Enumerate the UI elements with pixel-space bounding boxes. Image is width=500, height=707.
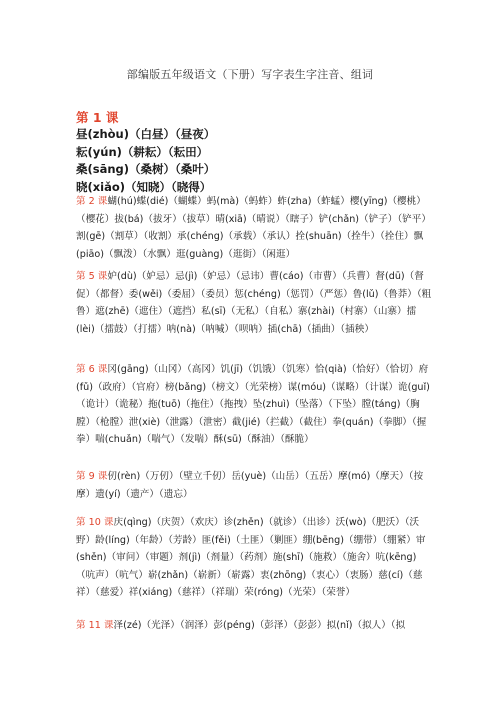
lesson-11-block <box>76 617 432 635</box>
lesson-label: 第 1 课 <box>76 110 119 125</box>
lesson-2-block <box>76 193 432 263</box>
lesson-text: 泽(zé)（光泽）（润泽）彭(péng)（彭泽）（彭彭）拟(nǐ)（拟人）（拟 <box>113 620 406 631</box>
lesson-text: 冈(gāng)（山冈）（高冈）饥(jī)（饥饿）（饥寒）恰(qià)（恰好）（恰切）府(fǔ)（政府）（官府）榜(bǎng)（榜文）（光荣榜）谋(móu)（谋略）（计谋）诡(guǐ)（诡计）（诡秘）拖(tuō)（拖住）（拖拽）坠(zhuì)（坠落）（下坠）膛(táng)（胸膛）（枪膛）泄(xiè)（泄露）（泄密）截(jié)（拦截）（截住）拳(quán)（拳脚）（握拳）喘(chuǎn)（喘气）（发喘）酥(sū)（酥油）（酥脆） <box>76 364 430 446</box>
vocab-line: 晓(xiǎo)（知晓）（晓得） <box>76 179 212 194</box>
lesson-text: 蝴(hú)蝶(dié)（蝴蝶）蚂(mà)（蚂蚱）蚱(zha)（蚱蜢）樱(yīng)（樱桃）（樱花）拔(bá)（拔牙）（拔草）晴(xiā)（晴说）（瞎子）铲(chǎn)（铲子）（铲平）割(gē)（割草）（收割）承(chéng)（承载）（承认）拴(shuān)（拴牛）（拴住）飘(piāo)（飘泼）（水飘）逛(guàng)（逛街）（闲逛） <box>76 196 431 260</box>
lesson-label: 第 6 课 <box>76 364 108 375</box>
vocab-line: 桑(sāng)（桑树）（桑叶） <box>76 162 216 176</box>
document-title: 部编版五年级语文（下册）写字表生字注音、组词 <box>126 68 374 81</box>
lesson-1-block <box>76 109 436 196</box>
lesson-label: 第 11 课 <box>76 620 114 631</box>
vocab-line: 昼(zhòu)（白昼）（昼夜） <box>76 127 216 141</box>
lesson-text: 仞(rèn)（万仞）（壁立千仞）岳(yuè)（山岳）（五岳）摩(mó)（摩天）（按摩）遗(yí)（遗产）（遗忘） <box>76 471 424 500</box>
lesson-text: 庆(qìng)（庆贺）（欢庆）诊(zhěn)（就诊）（出诊）沃(wò)（肥沃）（沃野）龄(líng)（年龄）（芳龄）匪(fěi)（土匪）（剿匪）绷(bēng)（绷带）（绷紧）审(shěn)（审问）（审题）剂(jì)（剂量）（药剂）施(shī)（施救）（施舍）吭(kēng)（吭声）（吭气）崭(zhǎn)（崭新）（崭露）衷(zhōng)（衷心）（衷肠）慈(cí)（慈祥）（慈爱）祥(xiáng)（慈祥）（祥瑞）荣(róng)（光荣）（荣誉） <box>76 517 426 599</box>
lesson-6-block <box>76 361 432 449</box>
lesson-10-block <box>76 514 432 602</box>
vocab-line: 耘(yún)（耕耘）（耘田） <box>76 144 209 159</box>
lesson-label: 第 9 课 <box>76 471 108 482</box>
lesson-5-block <box>76 268 432 338</box>
lesson-9-block <box>76 468 432 503</box>
lesson-label: 第 2 课 <box>76 196 108 207</box>
lesson-label: 第 5 课 <box>76 271 108 282</box>
lesson-text: 妒(dù)（妒忌）忌(jì)（妒忌）（忌讳）曹(cáo)（市曹）（兵曹）督(dū)（督促）（都督）委(wěi)（委屈）（委员）惩(chéng)（惩罚）（严惩）鲁(lǔ)（鲁莽）（粗鲁）遮(zhē)（遮住）（遮挡）私(sī)（无私）（自私）寨(zhài)（村寨）（山寨）擂(lèi)（擂鼓）（打擂）呐(nà)（呐喊）（呗呐）插(chā)（插曲）（插秧） <box>76 271 432 335</box>
lesson-label: 第 10 课 <box>76 517 114 528</box>
